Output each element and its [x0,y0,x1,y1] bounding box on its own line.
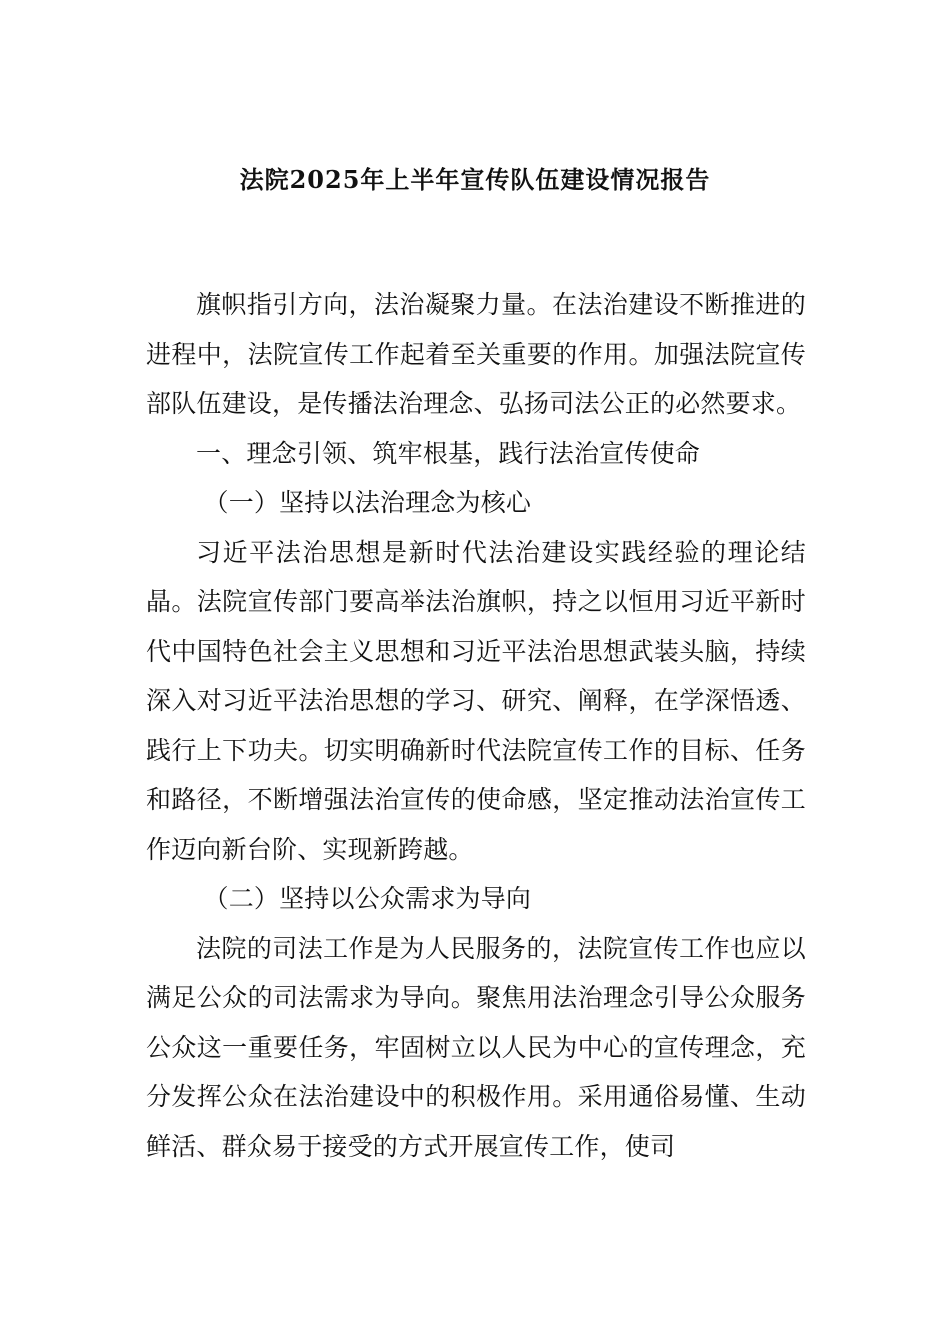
document-title: 法院2025年上半年宣传队伍建设情况报告 [239,165,711,194]
subsection-paragraph-1: 习近平法治思想是新时代法治建设实践经验的理论结晶。法院宣传部门要高举法治旗帜，持之以恒用习近平新时代中国特色社会主义思想和习近平法治思想武装头脑，持续深入对习近平法治思想的学习、研究、阐释，在学深悟透、践行上下功夫。切实明确新时代法院宣传工作的目标、任务和路径，不断增强法治宣传的使命感，坚定推动法治宣传工作迈向新台阶、实现新跨越。 [146,537,806,864]
intro-paragraph: 旗帜指引方向，法治凝聚力量。在法治建设不断推进的进程中，法院宣传工作起着至关重要的作用。加强法院宣传部队伍建设，是传播法治理念、弘扬司法公正的必然要求。 [146,290,806,418]
section-heading-1: 一、理念引领、筑牢根基，践行法治宣传使命 [196,438,701,468]
subsection-paragraph-2: 法院的司法工作是为人民服务的，法院宣传工作也应以满足公众的司法需求为导向。聚焦用法治理念引导公众服务公众这一重要任务，牢固树立以人民为中心的宣传理念，充分发挥公众在法治建设中的积极作用。采用通俗易懂、生动鲜活、群众易于接受的方式开展宣传工作，使司 [146,933,806,1161]
subsection-heading-1: （一）坚持以法治理念为核心 [203,488,532,517]
subsection-heading-2: （二）坚持以公众需求为导向 [203,884,532,913]
document-body [146,280,806,1171]
